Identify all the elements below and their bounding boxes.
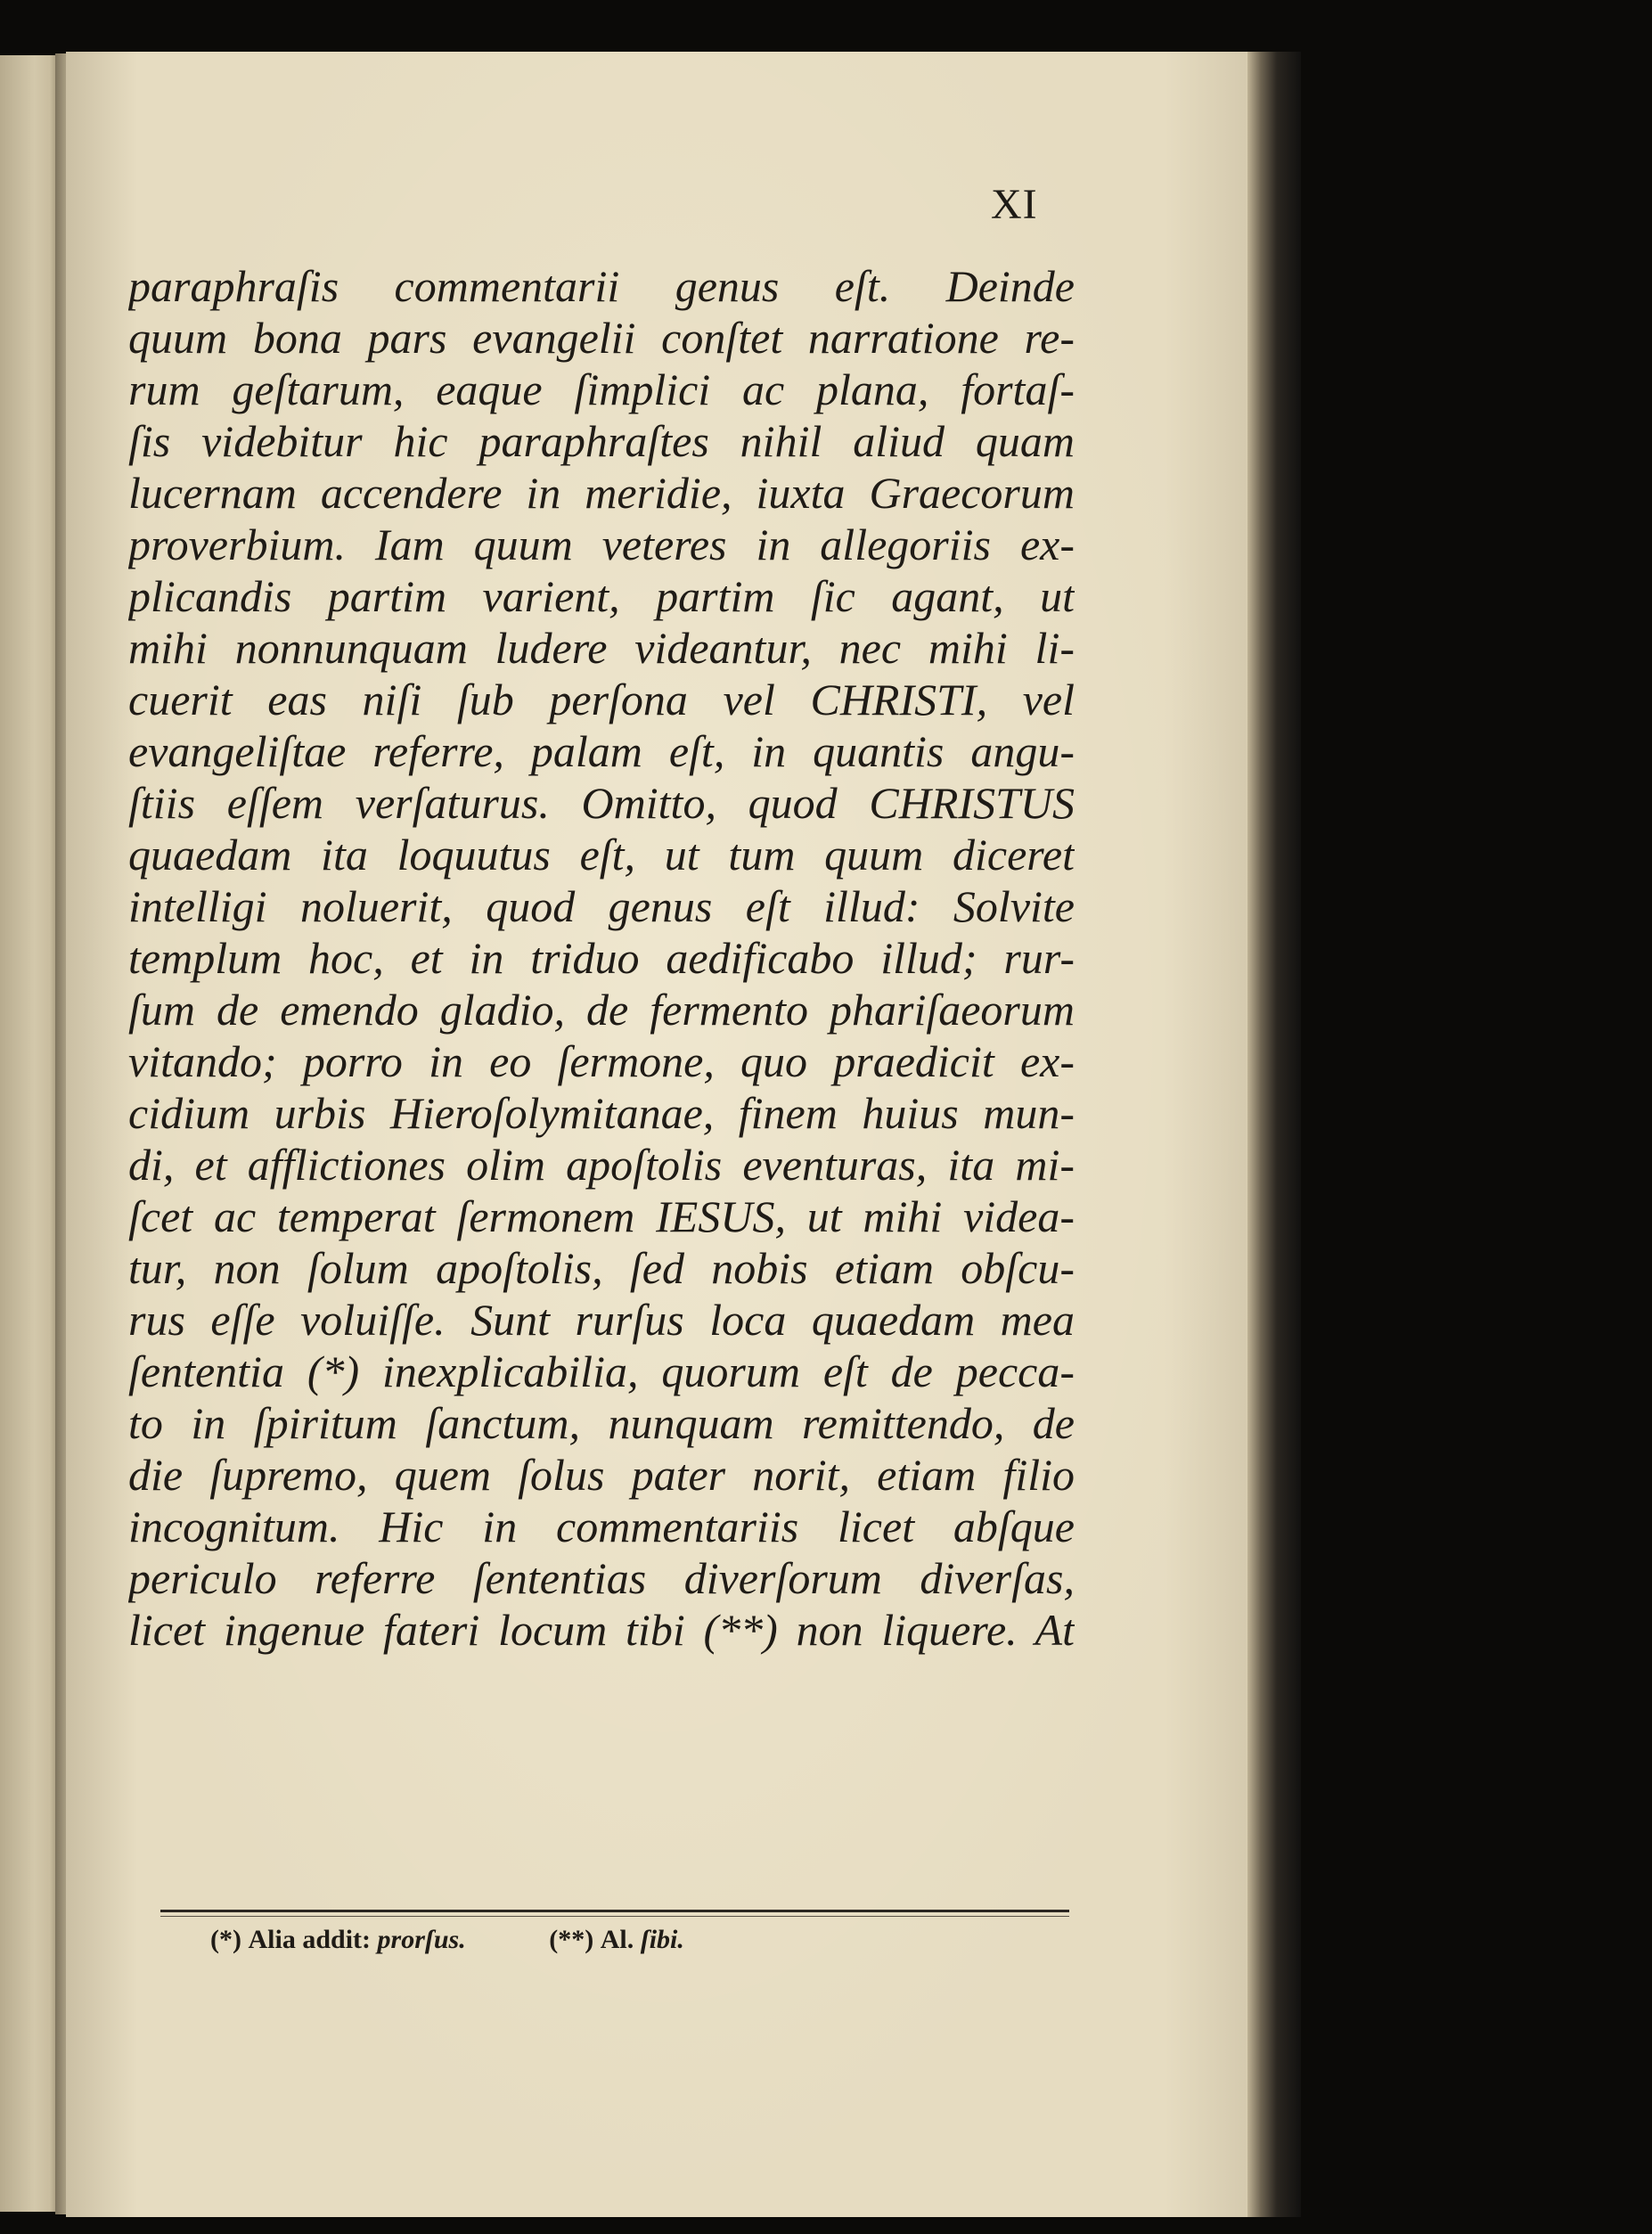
- text-line: evangeliſtae referre, palam eſt, in quantis angu-: [128, 726, 1075, 776]
- text-line: ſis videbitur hic paraphraſtes nihil aliud quam: [128, 416, 1075, 466]
- text-line: cuerit eas niſi ſub perſona vel CHRISTI, vel: [128, 675, 1075, 724]
- text-line: die ſupremo, quem ſolus pater norit, etiam filio: [128, 1450, 1075, 1500]
- text-line: quum bona pars evangelii conſtet narratione re-: [128, 313, 1075, 363]
- text-line: ſententia (*) inexplicabilia, quorum eſt de pecca-: [128, 1346, 1075, 1396]
- text-line: licet ingenue fateri locum tibi (**) non liquere. At: [128, 1605, 1075, 1655]
- footnote-text: prorſus.: [377, 1925, 466, 1954]
- text-line: rus eſſe voluiſſe. Sunt rurſus loca quaedam mea: [128, 1295, 1075, 1345]
- text-line: vitando; porro in eo ſermone, quo praedicit ex-: [128, 1036, 1075, 1086]
- text-line: cidium urbis Hieroſolymitanae, finem huius mun-: [128, 1088, 1075, 1138]
- text-line: lucernam accendere in meridie, iuxta Graecorum: [128, 468, 1075, 518]
- text-line: ſum de emendo gladio, de fermento phariſaeorum: [128, 985, 1075, 1035]
- body-text: [128, 260, 1075, 1656]
- footnote-label: Alia addit:: [248, 1925, 372, 1954]
- footnotes: [210, 1925, 834, 1955]
- footnote-1: [210, 1925, 466, 1955]
- footnote-2: [549, 1925, 684, 1955]
- page-number: XI: [991, 181, 1038, 228]
- book-spine: [1247, 52, 1301, 2217]
- text-line: tur, non ſolum apoſtolis, ſed nobis etiam obſcu-: [128, 1243, 1075, 1293]
- text-line: paraphraſis commentarii genus eſt. Deinde: [128, 261, 1075, 311]
- text-line: di, et afflictiones olim apoſtolis eventuras, ita mi-: [128, 1140, 1075, 1190]
- footnote-mark: (*): [210, 1925, 241, 1954]
- text-line: ſcet ac temperat ſermonem IESUS, ut mihi videa-: [128, 1191, 1075, 1241]
- text-line: incognitum. Hic in commentariis licet abſque: [128, 1502, 1075, 1551]
- text-line: intelligi noluerit, quod genus eſt illud: Solvite: [128, 881, 1075, 931]
- footnote-label: Al.: [600, 1925, 634, 1954]
- footnote-mark: (**): [549, 1925, 594, 1954]
- text-line: proverbium. Iam quum veteres in allegoriis ex-: [128, 520, 1075, 569]
- footnote-rule-thin: [160, 1916, 1069, 1917]
- footnote-text: ſibi.: [640, 1925, 684, 1954]
- text-line: mihi nonnunquam ludere videantur, nec mihi li-: [128, 623, 1075, 673]
- text-line: quaedam ita loquutus eſt, ut tum quum diceret: [128, 830, 1075, 880]
- text-line: templum hoc, et in triduo aedificabo illud; rur-: [128, 933, 1075, 983]
- text-line: rum geſtarum, eaque ſimplici ac plana, fortaſ-: [128, 364, 1075, 414]
- text-line: to in ſpiritum ſanctum, nunquam remittendo, de: [128, 1398, 1075, 1448]
- text-line: periculo referre ſententias diverſorum diverſas,: [128, 1553, 1075, 1603]
- text-line: ſtiis eſſem verſaturus. Omitto, quod CHRISTUS: [128, 778, 1075, 828]
- left-page-edge: [0, 55, 62, 2212]
- footnote-rule: [160, 1910, 1069, 1912]
- text-line: plicandis partim varient, partim ſic agant, ut: [128, 571, 1075, 621]
